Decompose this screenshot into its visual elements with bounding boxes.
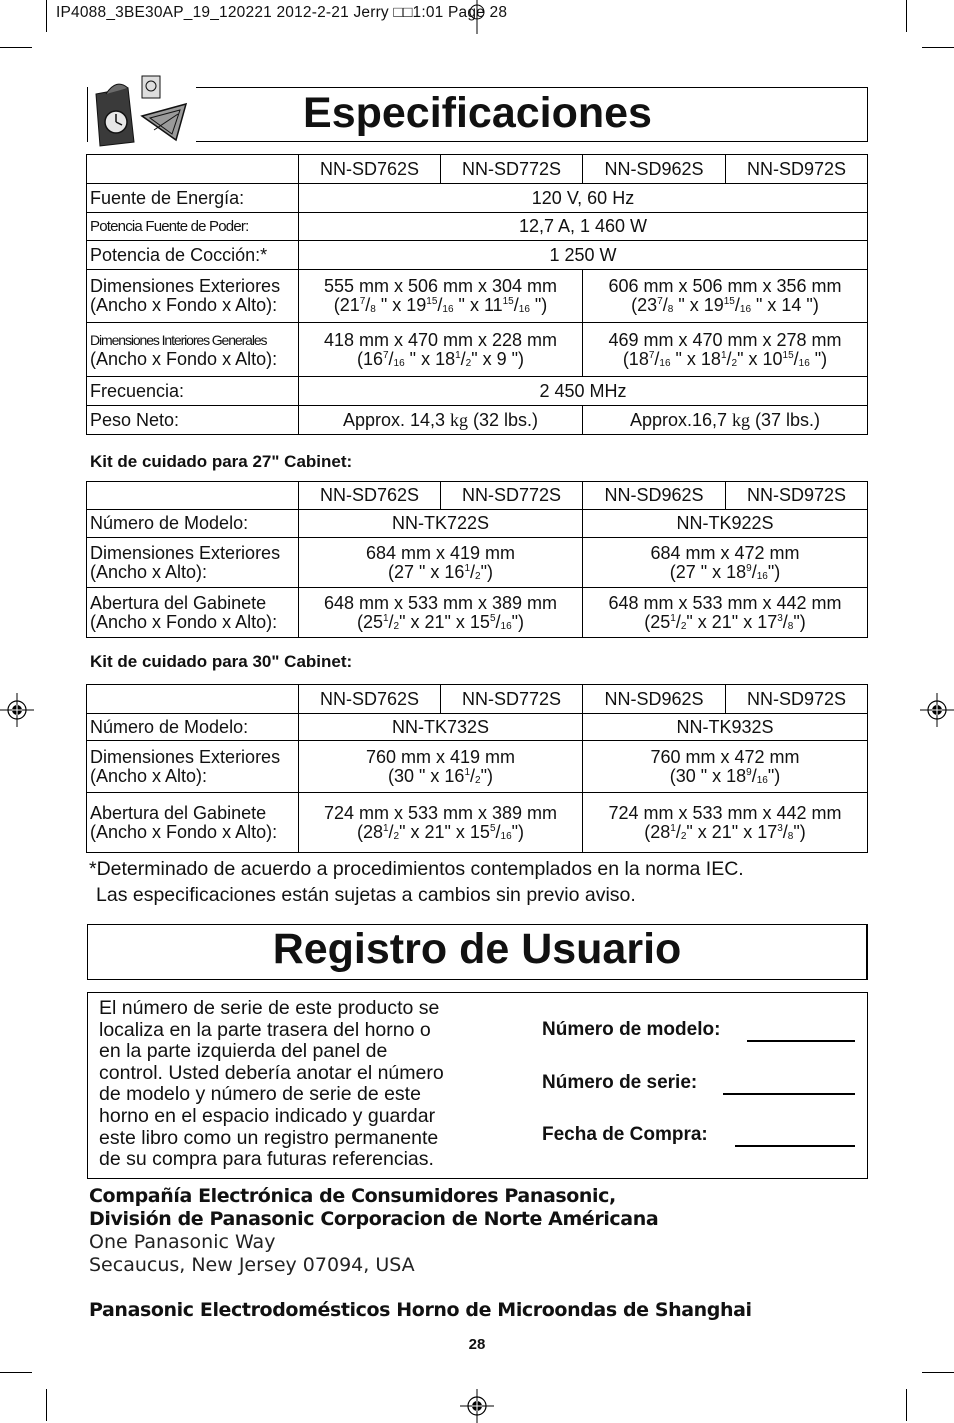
metric-line: 555 mm x 506 mm x 304 mm: [323, 276, 558, 296]
weight-lbs: (37 lbs.): [750, 409, 821, 430]
fraction-denominator: 16: [659, 357, 671, 369]
fraction-numerator: 1: [464, 766, 471, 778]
dimension-value: [583, 793, 868, 853]
dimension-value: [583, 270, 868, 323]
fraction-numerator: 1: [464, 562, 471, 574]
fraction-numerator: 9: [746, 766, 752, 778]
purchase-date-field[interactable]: [735, 1145, 855, 1147]
kit27-heading: Kit de cuidado para 27" Cabinet:: [90, 452, 353, 471]
model-header: NN-SD962S: [583, 155, 726, 184]
footnote-iec: *Determinado de acuerdo a procedimientos contemplados en la norma IEC.: [89, 858, 744, 880]
table-row: [87, 793, 868, 853]
fraction-numerator: 3: [777, 612, 783, 624]
label-line: Dimensiones Interiores Generales: [90, 331, 267, 348]
dimension-value: [299, 588, 583, 638]
table-row: [87, 270, 868, 323]
serial-number-field[interactable]: [723, 1093, 855, 1095]
fraction-numerator: 1: [670, 822, 676, 834]
fraction-numerator: 1: [382, 822, 389, 834]
metric-line: 648 mm x 533 mm x 389 mm: [323, 592, 558, 613]
label-line: Dimensiones Exteriores: [90, 276, 281, 296]
table-row: [87, 741, 868, 793]
fraction-denominator: 16: [798, 357, 810, 369]
fraction-denominator: 2: [465, 357, 472, 369]
fraction-numerator: 5: [489, 822, 496, 834]
weight-unit: kg: [732, 409, 751, 430]
row-label: [87, 270, 299, 323]
kit-model: NN-TK922S: [583, 510, 868, 538]
fraction-denominator: 8: [787, 620, 794, 632]
crop-mark: [906, 0, 907, 32]
company-city: Secaucus, New Jersey 07094, USA: [89, 1254, 415, 1276]
crop-mark: [906, 1389, 907, 1421]
metric-line: 760 mm x 472 mm: [650, 746, 800, 767]
label-line: (Ancho x Fondo x Alto):: [90, 821, 278, 842]
inch-line: ($23^7/8$ " x $19^{15}/16$ " x 14 "): [631, 295, 819, 315]
serial-number-label: Número de serie:: [542, 1072, 698, 1093]
company-division: División de Panasonic Corporacion de Norte Américana: [89, 1208, 659, 1230]
inch-line: ($28^1/2$" x 21" x $17^3/8$"): [644, 821, 806, 842]
model-header: NN-SD962S: [583, 482, 726, 510]
row-label: Fuente de Energía:: [87, 184, 299, 213]
fraction-denominator: 2: [680, 830, 687, 842]
empty-cell: [87, 482, 299, 510]
registration-title-box: [87, 924, 868, 980]
model-header: NN-SD772S: [441, 685, 583, 714]
model-header: NN-SD962S: [583, 685, 726, 714]
row-label: Frecuencia:: [87, 377, 299, 406]
crop-mark: [922, 47, 954, 48]
fraction-denominator: 2: [393, 620, 400, 632]
fraction-denominator: 8: [370, 304, 376, 315]
metric-line: 648 mm x 533 mm x 442 mm: [608, 592, 842, 613]
row-value: 12,7 A, 1 460 W: [299, 213, 868, 241]
kit30-table: [86, 684, 868, 853]
fraction-denominator: 8: [667, 304, 674, 315]
label-line: Dimensiones Exteriores: [90, 542, 281, 563]
registration-paragraph: [99, 998, 444, 1171]
inch-line: (30 " x $18^9/16$"): [669, 765, 781, 786]
model-header: NN-SD972S: [726, 155, 868, 184]
row-label: [87, 538, 299, 588]
footnote-changes: Las especificaciones están sujetas a cambios sin previo aviso.: [96, 884, 636, 906]
inch-line: ($18^7/16$ " x $18^1/2$" x $10^{15}/16$ "): [622, 348, 828, 369]
row-value: 2 450 MHz: [299, 377, 868, 406]
metric-line: 606 mm x 506 mm x 356 mm: [608, 276, 842, 296]
fraction-numerator: 7: [359, 296, 366, 307]
label-line: Dimensiones Exteriores: [90, 746, 281, 767]
table-row: [87, 482, 868, 510]
table-row: [87, 685, 868, 714]
crop-mark: [46, 0, 47, 32]
dimension-value: [299, 793, 583, 853]
fraction-numerator: 7: [657, 296, 663, 307]
company-name: Compañía Electrónica de Consumidores Panasonic,: [89, 1185, 616, 1207]
inch-line: (27 " x $16^1/2$"): [388, 561, 493, 582]
inch-line: (30 " x $16^1/2$"): [388, 765, 493, 786]
table-row: [87, 184, 868, 213]
fraction-numerator: 7: [648, 349, 655, 361]
crosshair-registration-icon: [920, 693, 954, 727]
page-number: 28: [468, 1336, 486, 1353]
crop-mark: [0, 1372, 32, 1373]
paragraph-line: en la parte izquierda del panel de: [99, 1040, 388, 1063]
fraction-denominator: 16: [442, 304, 454, 315]
fraction-numerator: 3: [777, 822, 783, 834]
table-row: [87, 714, 868, 741]
empty-cell: [87, 155, 299, 184]
kit-model: NN-TK722S: [299, 510, 583, 538]
fraction-denominator: 2: [731, 357, 738, 369]
inch-line: ($25^1/2$" x 21" x $15^5/16$"): [356, 611, 525, 632]
fraction-denominator: 2: [475, 774, 481, 786]
paragraph-line: de su compra para futuras referencias.: [99, 1148, 434, 1171]
label-line: (Ancho x Fondo x Alto):: [90, 295, 278, 315]
fraction-denominator: 2: [393, 830, 400, 842]
dimension-value: [583, 588, 868, 638]
page-title: Especificaciones: [303, 89, 652, 137]
metric-line: 724 mm x 533 mm x 389 mm: [323, 802, 558, 823]
inch-line: ($25^1/2$" x 21" x $17^3/8$"): [644, 611, 806, 632]
crosshair-registration-icon: [460, 1389, 494, 1423]
row-label: [87, 793, 299, 853]
specs-title-box: [87, 87, 868, 142]
empty-cell: [87, 685, 299, 714]
weight-number: Approx.16,7: [629, 409, 733, 430]
row-label: Potencia Fuente de Poder:: [87, 213, 299, 241]
row-label: [87, 741, 299, 793]
fraction-numerator: 1: [455, 349, 461, 361]
print-slug: IP4088_3BE30AP_19_120221 2012-2-21 Jerry □□1:01 Page 28: [56, 4, 508, 21]
company-street: One Panasonic Way: [89, 1231, 276, 1253]
crop-mark: [922, 1372, 954, 1373]
row-label: Potencia de Cocción:*: [87, 241, 299, 270]
fraction-numerator: 1: [720, 349, 727, 361]
row-label: [87, 323, 299, 377]
fraction-denominator: 16: [500, 830, 512, 842]
metric-line: 418 mm x 470 mm x 228 mm: [323, 329, 558, 350]
metric-line: 684 mm x 472 mm: [650, 542, 800, 563]
table-row: [87, 510, 868, 538]
dimension-value: [299, 323, 583, 377]
paragraph-line: este libro como un registro permanente: [99, 1126, 439, 1149]
model-header: NN-SD972S: [726, 482, 868, 510]
paragraph-line: El número de serie de este producto se: [99, 997, 440, 1019]
model-header: NN-SD772S: [441, 155, 583, 184]
table-row: [87, 323, 868, 377]
label-line: (Ancho x Alto):: [90, 561, 208, 582]
registration-title: Registro de Usuario: [272, 925, 682, 973]
row-label: Número de Modelo:: [87, 510, 299, 538]
paragraph-line: control. Usted debería anotar el número: [99, 1061, 444, 1084]
fraction-numerator: 15: [502, 296, 514, 307]
fraction-numerator: 9: [746, 562, 752, 574]
table-row: [87, 241, 868, 270]
model-number-field[interactable]: [747, 1040, 855, 1042]
model-header: NN-SD762S: [299, 685, 441, 714]
model-header: NN-SD972S: [726, 685, 868, 714]
label-line: (Ancho x Fondo x Alto):: [90, 348, 278, 369]
fraction-denominator: 8: [787, 830, 794, 842]
fraction-denominator: 16: [756, 774, 768, 786]
model-header: NN-SD762S: [299, 155, 441, 184]
fraction-numerator: 7: [382, 349, 389, 361]
row-label: [87, 588, 299, 638]
model-number-label: Número de modelo:: [542, 1019, 721, 1040]
dimension-value: [583, 741, 868, 793]
crop-mark: [46, 1389, 47, 1421]
paragraph-line: de modelo y número de serie de este: [99, 1083, 421, 1106]
table-row: [87, 213, 868, 241]
fraction-denominator: 16: [756, 570, 768, 582]
inch-line: ($16^7/16$ " x $18^1/2$" x 9 "): [356, 348, 525, 369]
inch-line: ($28^1/2$" x 21" x $15^5/16$"): [356, 821, 525, 842]
metric-line: 684 mm x 419 mm: [365, 542, 516, 563]
label-line: Abertura del Gabinete: [90, 592, 267, 613]
fraction-numerator: 1: [670, 612, 676, 624]
company-shanghai: Panasonic Electrodomésticos Horno de Microondas de Shanghai: [89, 1299, 752, 1321]
kit30-heading: Kit de cuidado para 30" Cabinet:: [90, 652, 353, 671]
dimension-value: [583, 323, 868, 377]
weight-unit: kg: [450, 409, 469, 430]
fraction-numerator: 15: [426, 296, 438, 307]
fraction-numerator: 5: [489, 612, 496, 624]
fraction-numerator: 15: [723, 296, 735, 307]
crosshair-registration-icon: [460, 0, 494, 34]
fraction-numerator: 1: [382, 612, 389, 624]
crop-mark: [0, 47, 32, 48]
row-label: Número de Modelo:: [87, 714, 299, 741]
weight-lbs: (32 lbs.): [468, 409, 539, 430]
purchase-date-label: Fecha de Compra:: [542, 1124, 708, 1145]
row-label: Peso Neto:: [87, 406, 299, 435]
dimension-value: [299, 538, 583, 588]
fraction-denominator: 16: [500, 620, 512, 632]
fraction-denominator: 16: [518, 304, 530, 315]
label-line: Abertura del Gabinete: [90, 802, 267, 823]
dimension-value: [583, 538, 868, 588]
fraction-denominator: 2: [475, 570, 481, 582]
table-row: [87, 588, 868, 638]
fraction-denominator: 2: [680, 620, 687, 632]
label-line: (Ancho x Alto):: [90, 765, 208, 786]
kit27-table: [86, 481, 868, 638]
table-row: [87, 377, 868, 406]
kit-model: NN-TK932S: [583, 714, 868, 741]
kitchen-timer-scale-icon: [88, 70, 196, 150]
row-value: 1 250 W: [299, 241, 868, 270]
paragraph-line: horno en el espacio indicado y guardar: [99, 1104, 436, 1127]
weight-value: [583, 406, 868, 435]
fraction-denominator: 16: [393, 357, 405, 369]
metric-line: 469 mm x 470 mm x 278 mm: [608, 329, 842, 350]
table-row: [87, 538, 868, 588]
metric-line: 724 mm x 533 mm x 442 mm: [608, 802, 842, 823]
fraction-numerator: 15: [782, 349, 794, 361]
kit-model: NN-TK732S: [299, 714, 583, 741]
dimension-value: [299, 741, 583, 793]
inch-line: (27 " x $18^9/16$"): [669, 561, 781, 582]
model-header: NN-SD772S: [441, 482, 583, 510]
model-header: NN-SD762S: [299, 482, 441, 510]
dimension-value: [299, 270, 583, 323]
table-row: [87, 155, 868, 184]
crosshair-registration-icon: [0, 693, 34, 727]
inch-line: ($21^7/8$ " x $19^{15}/16$ " x $11^{15}/16$ "): [333, 295, 548, 315]
metric-line: 760 mm x 419 mm: [365, 746, 516, 767]
paragraph-line: localiza en la parte trasera del horno o: [99, 1018, 431, 1041]
table-row: [87, 406, 868, 435]
weight-number: Approx. 14,3: [342, 409, 451, 430]
specs-table: [86, 154, 868, 435]
fraction-denominator: 16: [739, 304, 752, 315]
label-line: (Ancho x Fondo x Alto):: [90, 611, 278, 632]
row-value: 120 V, 60 Hz: [299, 184, 868, 213]
weight-value: [299, 406, 583, 435]
